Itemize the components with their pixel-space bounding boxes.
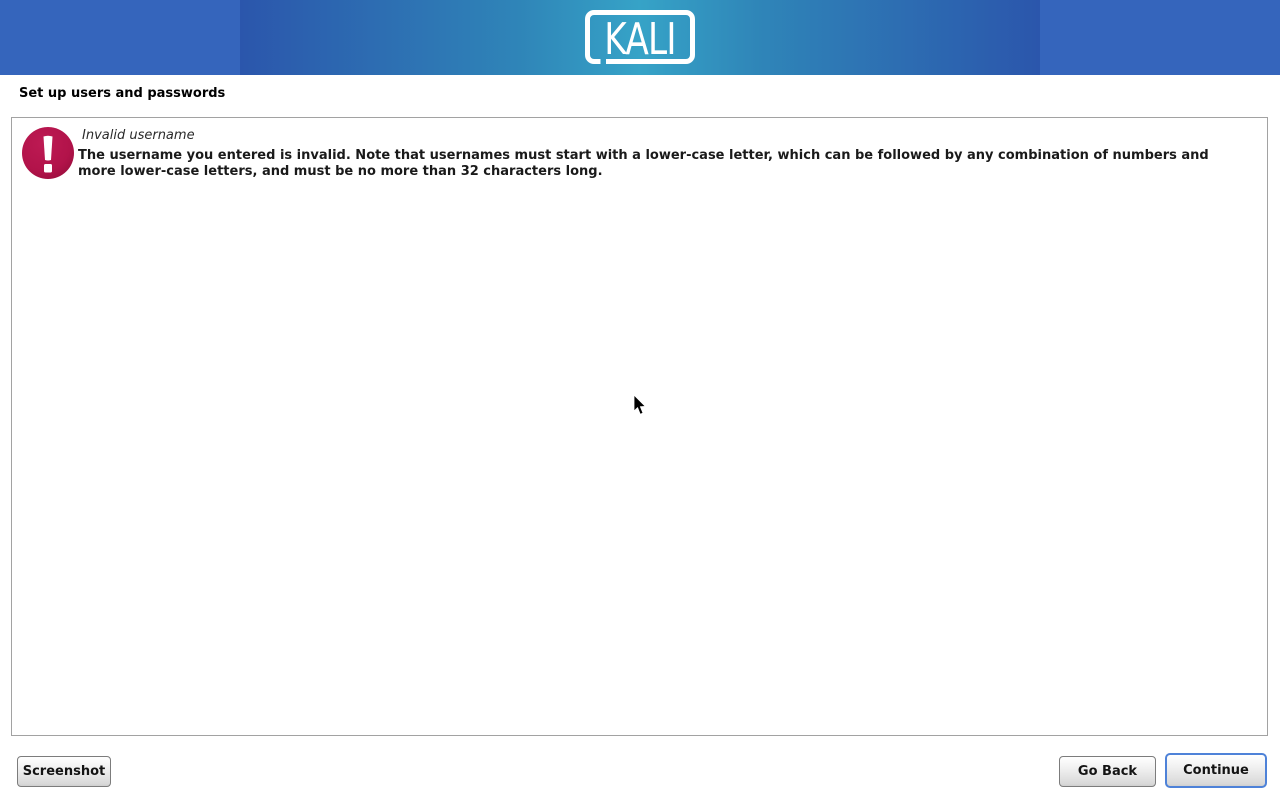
screenshot-button[interactable]: Screenshot — [17, 756, 111, 787]
kali-logo-text: KALI — [604, 14, 676, 65]
content-panel — [11, 117, 1268, 736]
error-title: Invalid username — [82, 128, 195, 143]
go-back-button[interactable]: Go Back — [1059, 756, 1156, 787]
error-exclamation-icon — [21, 126, 75, 180]
error-message: The username you entered is invalid. Note that usernames must start with a lower-case letter, which can be followed by any combination of numbers and more lower-case letters, and must be no more than 32 characters long. — [78, 148, 1209, 179]
kali-logo-icon — [584, 9, 696, 65]
continue-button[interactable]: Continue — [1165, 753, 1267, 788]
banner — [0, 0, 1280, 75]
page-title: Set up users and passwords — [19, 86, 226, 101]
